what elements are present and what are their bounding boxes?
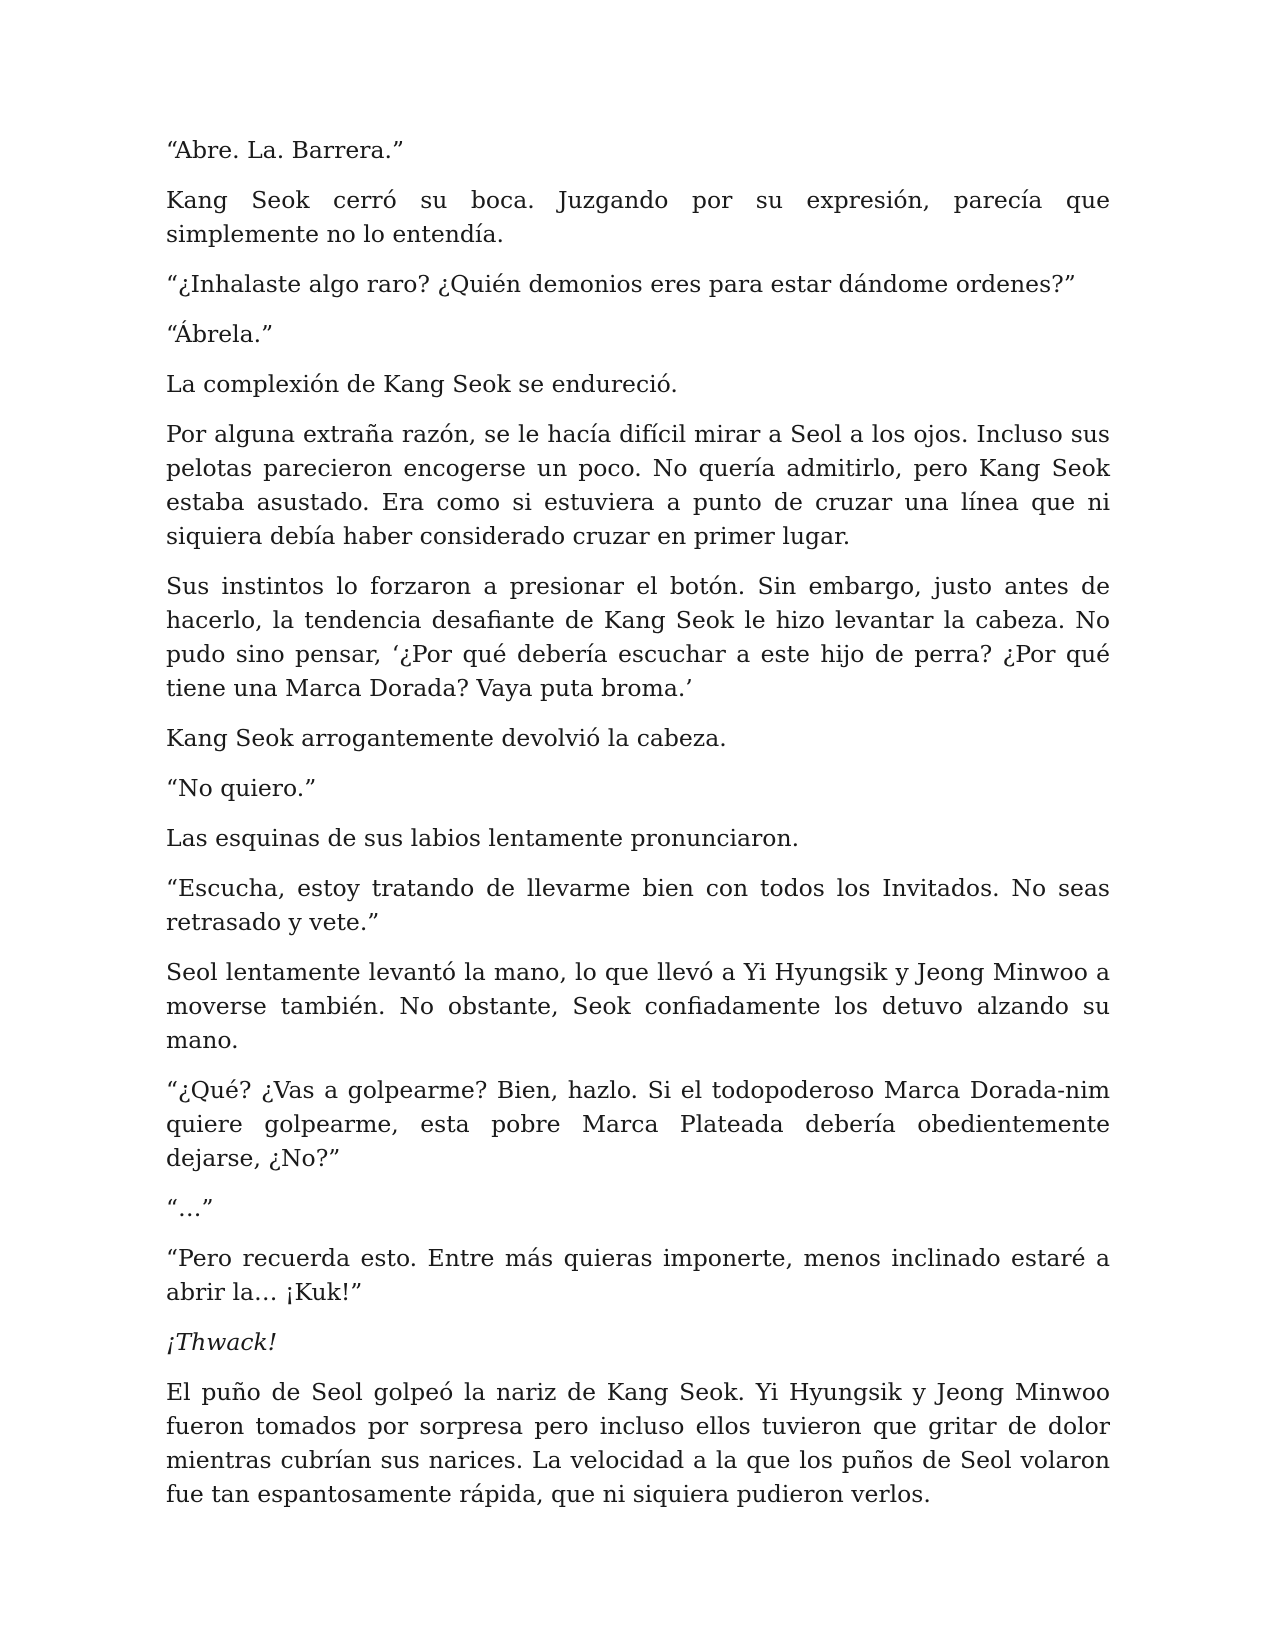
paragraph: Kang Seok cerró su boca. Juzgando por su expresión, parecía que simplemente no lo entendía. <box>166 186 1110 248</box>
paragraph: “Ábrela.” <box>166 320 274 348</box>
paragraph: Las esquinas de sus labios lentamente pronunciaron. <box>166 824 800 852</box>
paragraph: “Abre. La. Barrera.” <box>166 136 405 164</box>
document-page <box>166 133 1110 1527</box>
paragraph: La complexión de Kang Seok se endureció. <box>166 370 678 398</box>
paragraph: “¿Qué? ¿Vas a golpearme? Bien, hazlo. Si el todopoderoso Marca Dorada-nim quiere golpearme, esta pobre Marca Plateada debería obedientemente dejarse, ¿No?” <box>166 1076 1110 1172</box>
paragraph: “Pero recuerda esto. Entre más quieras imponerte, menos inclinado estaré a abrir la… ¡Kuk!” <box>166 1244 1110 1306</box>
paragraph: “Escucha, estoy tratando de llevarme bien con todos los Invitados. No seas retrasado y vete.” <box>166 874 1110 936</box>
paragraph: Kang Seok arrogantemente devolvió la cabeza. <box>166 724 727 752</box>
paragraph: Por alguna extraña razón, se le hacía difícil mirar a Seol a los ojos. Incluso sus pelotas parecieron encogerse un poco. No quería admitirlo, pero Kang Seok estaba asustado. Era como si estuviera a punto de cruzar una línea que ni siquiera debía haber considerado cruzar en primer lugar. <box>166 420 1110 550</box>
paragraph: “…” <box>166 1194 214 1222</box>
paragraph: Sus instintos lo forzaron a presionar el botón. Sin embargo, justo antes de hacerlo, la tendencia desafiante de Kang Seok le hizo levantar la cabeza. No pudo sino pensar, ‘¿Por qué debería escuchar a este hijo de perra? ¿Por qué tiene una Marca Dorada? Vaya puta broma.’ <box>166 572 1110 702</box>
paragraph: “No quiero.” <box>166 774 317 802</box>
paragraph: El puño de Seol golpeó la nariz de Kang Seok. Yi Hyungsik y Jeong Minwoo fueron tomados por sorpresa pero incluso ellos tuvieron que gritar de dolor mientras cubrían sus narices. La velocidad a la que los puños de Seol volaron fue tan espantosamente rápida, que ni siquiera pudieron verlos. <box>166 1378 1110 1508</box>
paragraph: Seol lentamente levantó la mano, lo que llevó a Yi Hyungsik y Jeong Minwoo a moverse también. No obstante, Seok confiadamente los detuvo alzando su mano. <box>166 958 1110 1054</box>
sound-effect: ¡Thwack! <box>166 1328 278 1356</box>
paragraph: “¿Inhalaste algo raro? ¿Quién demonios eres para estar dándome ordenes?” <box>166 270 1076 298</box>
